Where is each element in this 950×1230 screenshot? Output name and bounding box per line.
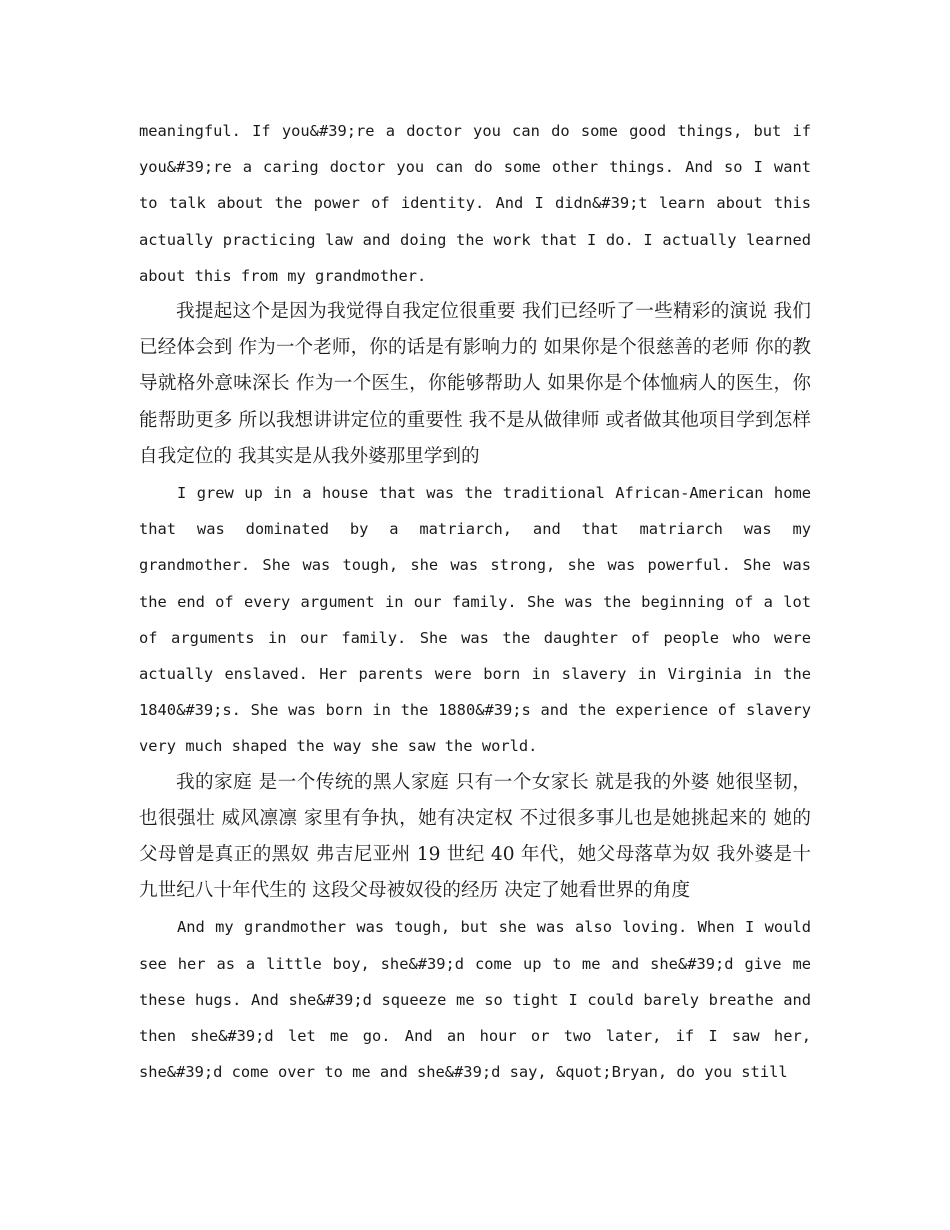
paragraph-english-2: I grew up in a house that was the traditional African-American home that was dominated by a matriarch, and that matriarch was my grandmother. She was tough, she was strong, she was powerful. She was the end of every argument in our family. She was the beginning of a lot of arguments in our family. She was the daughter of people who were actually enslaved. Her parents were born in slavery in Virginia in the 1840&#39;s. She was born in the 1880&#39;s and the experience of slavery very much shaped the way she saw the world. — [139, 484, 811, 756]
paragraph-chinese-2: 我的家庭 是一个传统的黑人家庭 只有一个女家长 就是我的外婆 她很坚韧，也很强壮 威风凛凛 家里有争执，她有决定权 不过很多事儿也是她挑起来的 她的父母曾是真正的黑奴 弗吉尼亚州 19 世纪 40 年代，她父母落草为奴 我外婆是十九世纪八十年代生的 这段父母被奴役的经历 决定了她看世界的角度 — [139, 771, 811, 902]
document-page — [139, 113, 811, 1090]
paragraph-english-3: And my grandmother was tough, but she was also loving. When I would see her as a little boy, she&#39;d come up to me and she&#39;d give me these hugs. And she&#39;d squeeze me so tight I could barely breathe and then she&#39;d let me go. And an hour or two later, if I saw her, she&#39;d come over to me and she&#39;d say, &quot;Bryan, do you still — [139, 918, 811, 1082]
paragraph-english-1: meaningful. If you&#39;re a doctor you can do some good things, but if you&#39;re a caring doctor you can do some other things. And so I want to talk about the power of identity. And I didn&#39;t learn about this actually practicing law and doing the work that I do. I actually learned about this from my grandmother. — [139, 122, 811, 285]
paragraph-chinese-1: 我提起这个是因为我觉得自我定位很重要 我们已经听了一些精彩的演说 我们已经体会到 作为一个老师，你的话是有影响力的 如果你是个很慈善的老师 你的教导就格外意味深长 作为一个医生，你能够帮助人 如果你是个体恤病人的医生，你能帮助更多 所以我想讲讲定位的重要性 我不是从做律师 或者做其他项目学到怎样自我定位的 我其实是从我外婆那里学到的 — [139, 301, 811, 467]
